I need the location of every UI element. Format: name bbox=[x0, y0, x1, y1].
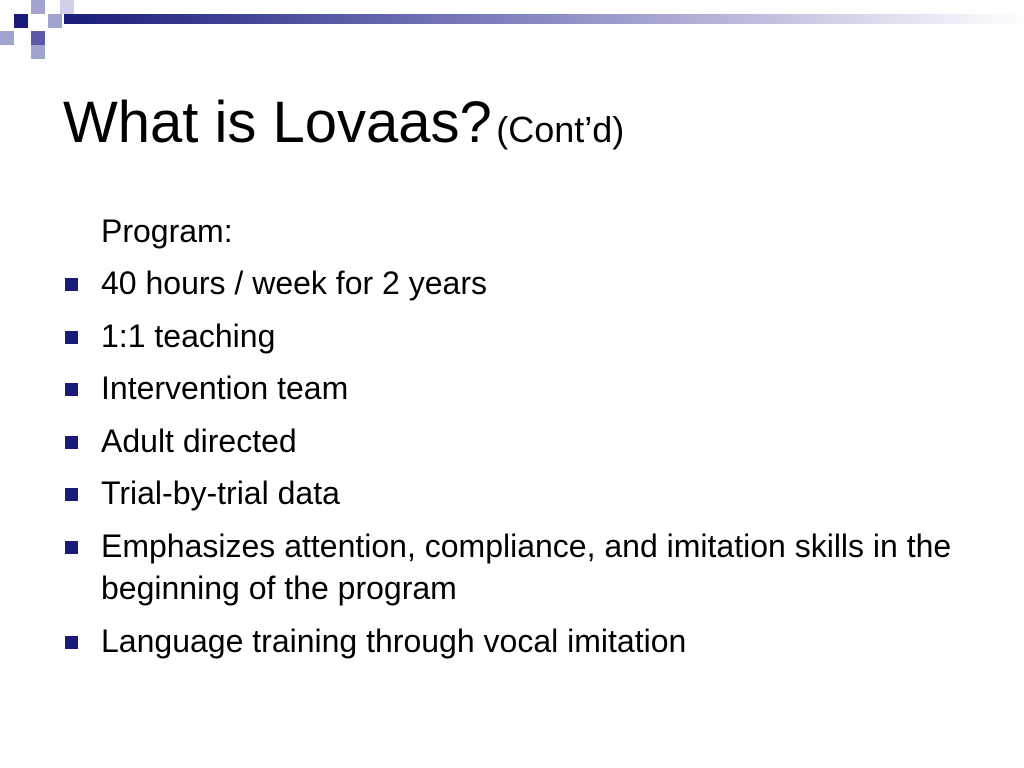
program-label: Program: bbox=[101, 213, 233, 249]
title-subtitle: (Cont’d) bbox=[496, 109, 625, 150]
bullet-item: Adult directed bbox=[101, 423, 297, 459]
bullet-item: 40 hours / week for 2 years bbox=[101, 265, 487, 301]
square-bullet-icon bbox=[65, 436, 78, 449]
square-bullet-icon bbox=[65, 331, 78, 344]
square-bullet-icon bbox=[65, 541, 78, 554]
square-bullet-icon bbox=[65, 636, 78, 649]
square-bullet-icon bbox=[65, 278, 78, 291]
bullet-item: 1:1 teaching bbox=[101, 318, 276, 354]
bullet-item: Intervention team bbox=[101, 370, 349, 406]
bullet-item: Language training through vocal imitation bbox=[101, 623, 687, 659]
square-bullet-icon bbox=[65, 383, 78, 396]
bullet-item: Trial-by-trial data bbox=[101, 475, 340, 511]
bullet-item: Emphasizes attention, compliance, and imitation skills in the beginning of the program bbox=[101, 528, 952, 606]
title-main: What is Lovaas? bbox=[63, 90, 492, 155]
square-bullet-icon bbox=[65, 488, 78, 501]
